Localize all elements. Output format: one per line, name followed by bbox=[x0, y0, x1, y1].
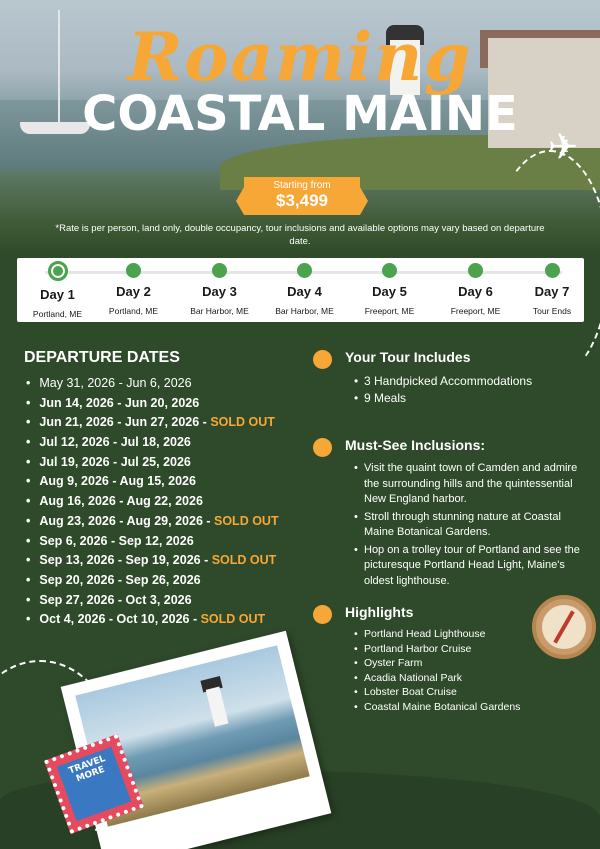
section-bullet-icon bbox=[313, 605, 332, 624]
timeline-day bbox=[264, 258, 345, 322]
departure-date-item: • Sep 6, 2026 - Sep 12, 2026 bbox=[26, 532, 279, 552]
timeline-dot bbox=[212, 263, 227, 278]
sold-out-label: SOLD OUT bbox=[214, 513, 279, 528]
timeline-place: Freeport, ME bbox=[364, 306, 415, 316]
departure-date-item: • Aug 16, 2026 - Aug 22, 2026 bbox=[26, 492, 279, 512]
list-item: • Lobster Boat Cruise bbox=[354, 685, 554, 700]
list-item: • Hop on a trolley tour of Portland and see the picturesque Portland Head Light, Maine's oldest lighthouse. bbox=[354, 543, 592, 590]
list-item: • Stroll through stunning nature at Coastal Maine Botanical Gardens. bbox=[354, 510, 592, 541]
sold-out-label: SOLD OUT bbox=[211, 553, 277, 568]
list-item: • 9 Meals bbox=[354, 390, 574, 407]
page-title: COASTAL MAINE bbox=[82, 86, 518, 142]
departure-date-item: • Jul 12, 2026 - Jul 18, 2026 bbox=[26, 433, 279, 453]
airplane-icon: ✈ bbox=[548, 126, 579, 167]
timeline-day-label: Day 3 bbox=[202, 284, 237, 299]
list-item: • Acadia National Park bbox=[354, 671, 554, 686]
timeline-day-label: Day 5 bbox=[372, 284, 407, 299]
departure-date-item: • Jul 19, 2026 - Jul 25, 2026 bbox=[26, 453, 279, 473]
timeline-day-label: Day 4 bbox=[287, 284, 322, 299]
list-item: • Portland Head Lighthouse bbox=[354, 627, 554, 642]
departure-date-item: • Jun 21, 2026 - Jun 27, 2026 - SOLD OUT bbox=[26, 413, 279, 433]
section-bullet-icon bbox=[313, 438, 332, 457]
list-item: • Coastal Maine Botanical Gardens bbox=[354, 700, 554, 715]
timeline-day bbox=[93, 258, 174, 322]
timeline-place: Portland, ME bbox=[32, 309, 83, 319]
must-see-list bbox=[354, 461, 592, 591]
departure-date-item: • Aug 23, 2026 - Aug 29, 2026 - SOLD OUT bbox=[26, 512, 279, 532]
tour-includes-list bbox=[354, 373, 574, 407]
sold-out-label: SOLD OUT bbox=[210, 415, 275, 430]
timeline-dot bbox=[48, 261, 68, 281]
departure-date-item: • Sep 13, 2026 - Sep 19, 2026 - SOLD OUT bbox=[26, 551, 279, 571]
tour-includes-title: Your Tour Includes bbox=[345, 349, 471, 365]
departure-dates-list bbox=[26, 374, 279, 630]
price-label: Starting from bbox=[273, 180, 331, 191]
timeline-place: Tour Ends bbox=[532, 306, 572, 316]
itinerary-timeline bbox=[17, 258, 584, 322]
timeline-day bbox=[520, 258, 584, 322]
stamp-text: TRAVEL MORE bbox=[67, 753, 107, 785]
timeline-place: Bar Harbor, ME bbox=[190, 306, 249, 316]
timeline-place: Portland, ME bbox=[108, 306, 159, 316]
timeline-day bbox=[17, 258, 98, 322]
timeline-dot bbox=[468, 263, 483, 278]
list-item: • Oyster Farm bbox=[354, 656, 554, 671]
compass-icon bbox=[532, 595, 596, 659]
timeline-day-label: Day 6 bbox=[458, 284, 493, 299]
must-see-title: Must-See Inclusions: bbox=[345, 437, 486, 453]
price-banner bbox=[244, 177, 360, 215]
list-item: • 3 Handpicked Accommodations bbox=[354, 373, 574, 390]
timeline-day bbox=[435, 258, 516, 322]
timeline-dot bbox=[382, 263, 397, 278]
timeline-dot bbox=[545, 263, 560, 278]
timeline-day-label: Day 2 bbox=[116, 284, 151, 299]
highlights-title: Highlights bbox=[345, 604, 414, 620]
timeline-dot bbox=[126, 263, 141, 278]
timeline-place: Freeport, ME bbox=[450, 306, 501, 316]
departure-date-item: • Oct 4, 2026 - Oct 10, 2026 - SOLD OUT bbox=[26, 610, 279, 630]
price-value: $3,499 bbox=[276, 191, 328, 210]
departure-dates-title: DEPARTURE DATES bbox=[24, 349, 180, 366]
disclaimer: *Rate is per person, land only, double occupancy, tour inclusions and available options may vary based on departure date. bbox=[55, 223, 545, 247]
stamp-image bbox=[57, 747, 131, 821]
highlights-list bbox=[354, 627, 554, 714]
departure-date-item: • Sep 20, 2026 - Sep 26, 2026 bbox=[26, 571, 279, 591]
title-script: Roaming bbox=[127, 18, 473, 96]
departure-date-item: • May 31, 2026 - Jun 6, 2026 bbox=[26, 374, 279, 394]
timeline-dot bbox=[297, 263, 312, 278]
section-bullet-icon bbox=[313, 350, 332, 369]
departure-date-item: • Aug 9, 2026 - Aug 15, 2026 bbox=[26, 472, 279, 492]
departure-date-item: • Jun 14, 2026 - Jun 20, 2026 bbox=[26, 394, 279, 414]
sold-out-label: SOLD OUT bbox=[200, 612, 266, 627]
timeline-place: Bar Harbor, ME bbox=[275, 306, 334, 316]
timeline-day bbox=[349, 258, 430, 322]
list-item: • Visit the quaint town of Camden and admire the surrounding hills and the quintessential New England harbor. bbox=[354, 461, 592, 508]
timeline-day-label: Day 7 bbox=[534, 284, 570, 299]
departure-date-item: • Sep 27, 2026 - Oct 3, 2026 bbox=[26, 591, 279, 611]
timeline-day bbox=[179, 258, 260, 322]
timeline-day-label: Day 1 bbox=[40, 287, 75, 302]
list-item: • Portland Harbor Cruise bbox=[354, 642, 554, 657]
